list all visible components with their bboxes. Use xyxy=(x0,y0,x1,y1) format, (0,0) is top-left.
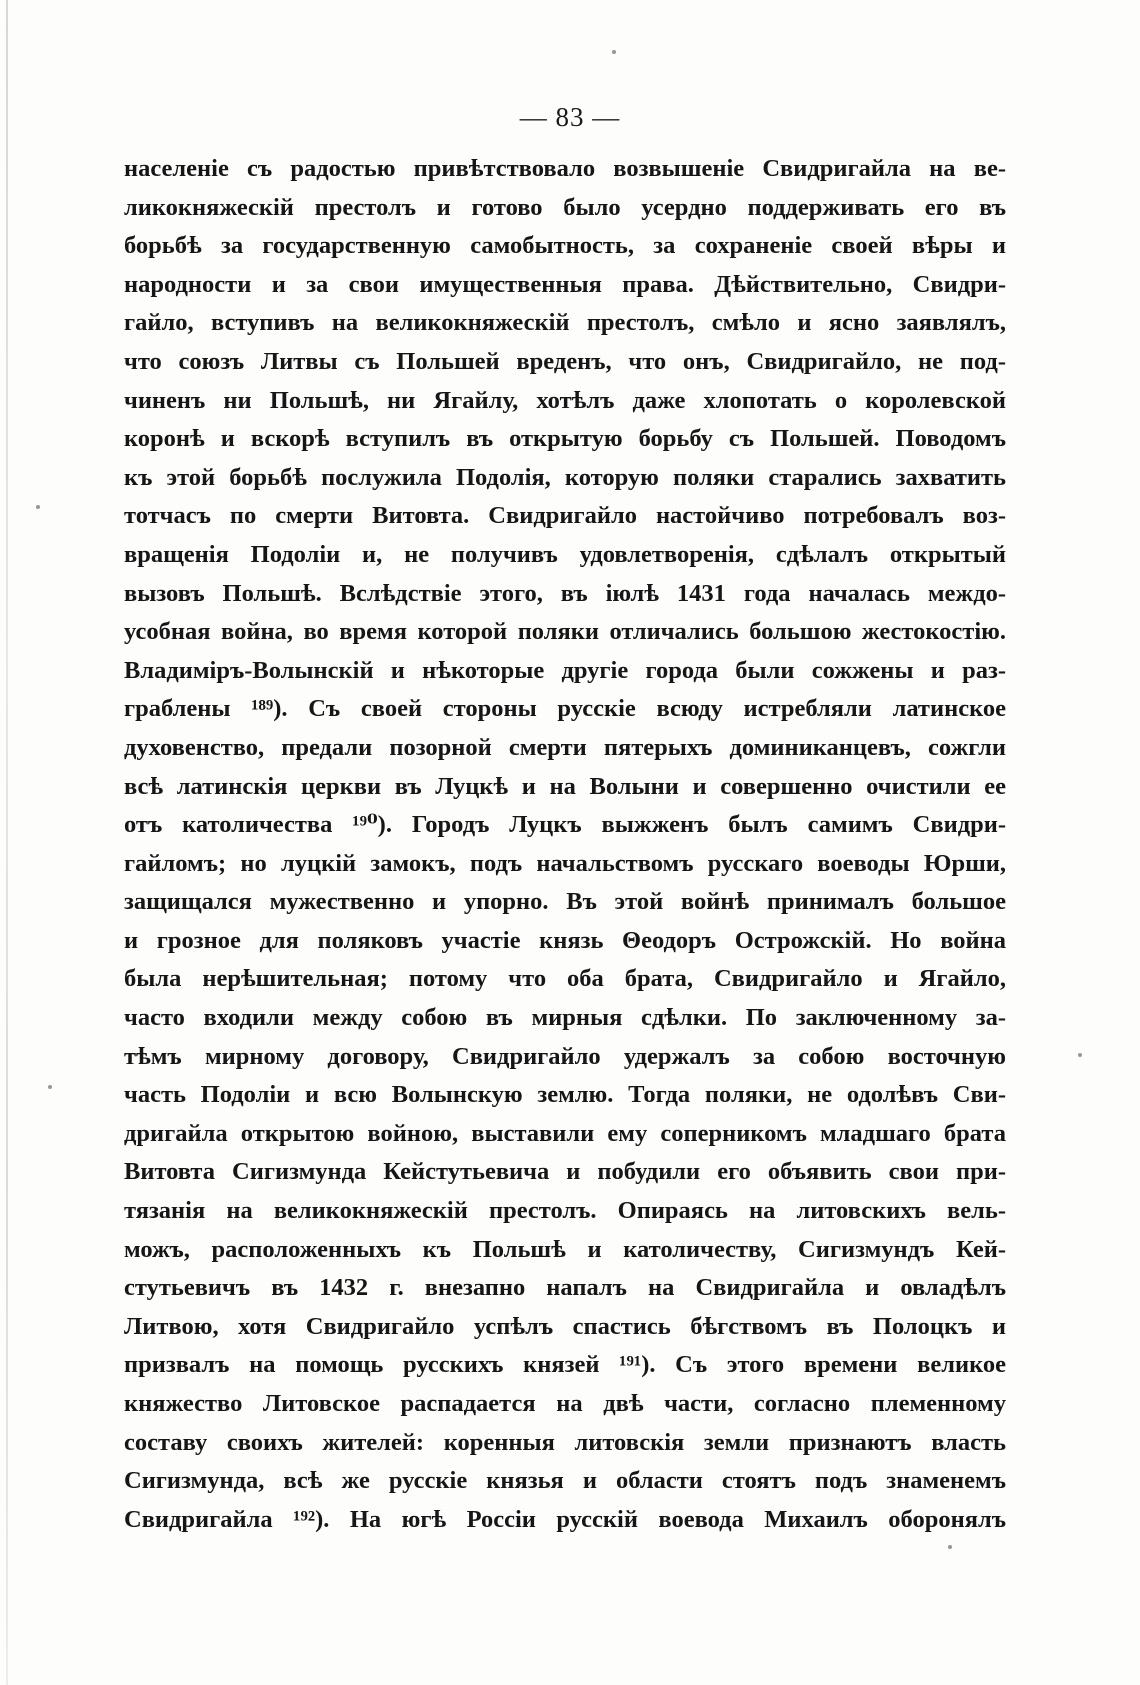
scan-speck xyxy=(612,50,616,54)
text-line-8: коронѣ и вскорѣ вступилъ въ открытую борьбу съ Польшей. Поводомъ xyxy=(124,425,1006,453)
text-line-15: граблены ¹⁸⁹). Съ своей стороны русскіе всюду истребляли латинское xyxy=(124,695,1006,723)
text-line-28: тязанія на великокняжескій престолъ. Опираясь на литовскихъ вель- xyxy=(124,1197,1006,1225)
text-line-14: Владиміръ-Волынскій и нѣкоторые другіе города были сожжены и раз- xyxy=(124,656,1006,684)
text-line-23: часто входили между собою въ мирныя сдѣлки. По заключенному за- xyxy=(124,1004,1006,1032)
text-line-6: что союзъ Литвы съ Польшей вреденъ, что онъ, Свидригайло, не под- xyxy=(124,347,1006,375)
text-line-4: народности и за свои имущественныя права. Дѣйствительно, Свидри- xyxy=(124,270,1006,298)
body-text xyxy=(124,150,1006,1539)
text-line-3: борьбѣ за государственную самобытность, за сохраненіе своей вѣры и xyxy=(124,232,1006,260)
text-line-27: Витовта Сигизмунда Кейстутьевича и побудили его объявить свои при- xyxy=(124,1158,1006,1186)
text-line-35: Сигизмунда, всѣ же русскіе князья и области стоятъ подъ знаменемъ xyxy=(124,1467,1006,1495)
scan-speck xyxy=(48,1085,52,1089)
text-line-36: Свидригайла ¹⁹²). На югѣ Россіи русскій воевода Михаилъ оборонялъ xyxy=(124,1505,1006,1533)
text-line-18: отъ католичества ¹⁹⁰). Городъ Луцкъ выжженъ былъ самимъ Свидри- xyxy=(124,811,1006,839)
text-line-10: тотчасъ по смерти Витовта. Свидригайло настойчиво потребовалъ воз- xyxy=(124,502,1006,530)
text-line-34: составу своихъ жителей: коренныя литовскія земли признаютъ власть xyxy=(124,1428,1006,1456)
text-line-9: къ этой борьбѣ послужила Подолія, которую поляки старались захватить xyxy=(124,463,1006,491)
text-line-32: призвалъ на помощь русскихъ князей ¹⁹¹). Съ этого времени великое xyxy=(124,1351,1006,1379)
text-line-21: и грозное для поляковъ участіе князь Θеодоръ Острожскій. Но война xyxy=(124,926,1006,954)
text-line-12: вызовъ Польшѣ. Вслѣдствіе этого, въ іюлѣ 1431 года началась междо- xyxy=(124,579,1006,607)
text-line-31: Литвою, хотя Свидригайло успѣлъ спастись бѣгствомъ въ Полоцкъ и xyxy=(124,1312,1006,1340)
text-line-13: усобная война, во время которой поляки отличались большою жестокостію. xyxy=(124,618,1006,646)
text-line-1: населеніе съ радостью привѣтствовало возвышеніе Свидригайла на ве- xyxy=(124,155,1006,182)
text-line-20: защищался мужественно и упорно. Въ этой войнѣ принималъ большое xyxy=(124,888,1006,916)
text-line-19: гайломъ; но луцкій замокъ, подъ начальствомъ русскаго воеводы Юрши, xyxy=(124,849,1006,877)
scan-speck xyxy=(36,505,40,509)
text-line-33: княжество Литовское распадается на двѣ части, согласно племенному xyxy=(124,1390,1006,1417)
scan-speck xyxy=(948,1545,952,1549)
text-line-22: была нерѣшительная; потому что оба брата, Свидригайло и Ягайло, xyxy=(124,965,1006,993)
text-line-11: вращенія Подоліи и, не получивъ удовлетворенія, сдѣлалъ открытый xyxy=(124,540,1006,568)
text-line-5: гайло, вступивъ на великокняжескій престолъ, смѣло и ясно заявлялъ, xyxy=(124,309,1006,337)
text-line-30: стутьевичъ въ 1432 г. внезапно напалъ на Свидригайла и овладѣлъ xyxy=(124,1274,1006,1302)
text-line-2: ликокняжескій престолъ и готово было усердно поддерживать его въ xyxy=(124,193,1006,221)
text-line-16: духовенство, предали позорной смерти пятерыхъ доминиканцевъ, сожгли xyxy=(124,733,1006,761)
text-line-26: дригайла открытою войною, выставили ему соперникомъ младшаго брата xyxy=(124,1119,1006,1147)
text-line-17: всѣ латинскія церкви въ Луцкѣ и на Волыни и совершенно очистили ее xyxy=(124,772,1006,800)
scan-speck xyxy=(1078,1053,1082,1057)
text-line-24: тѣмъ мирному договору, Свидригайло удержалъ за собою восточную xyxy=(124,1042,1006,1070)
page-edge-shadow xyxy=(6,0,8,1685)
text-line-29: можъ, расположенныхъ къ Польшѣ и католичеству, Сигизмундъ Кей- xyxy=(124,1235,1006,1263)
page-number: — 83 — xyxy=(519,102,621,132)
text-line-7: чиненъ ни Польшѣ, ни Ягайлу, хотѣлъ даже хлопотать о королевской xyxy=(124,386,1006,414)
text-line-25: часть Подоліи и всю Волынскую землю. Тогда поляки, не одолѣвъ Сви- xyxy=(124,1081,1006,1109)
